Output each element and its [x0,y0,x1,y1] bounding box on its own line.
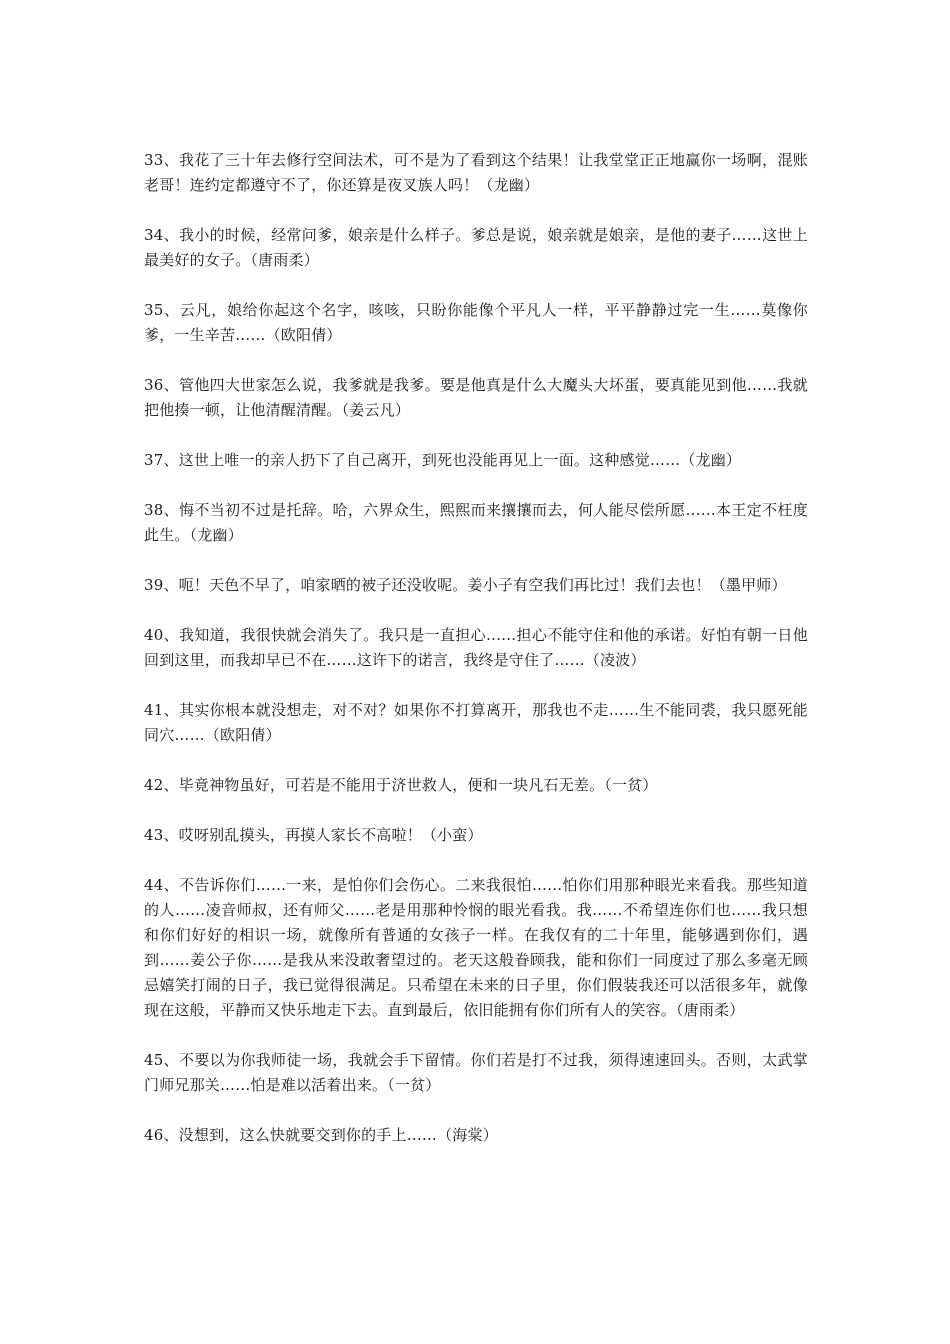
quote-paragraph: 35、云凡，娘给你起这个名字，咳咳，只盼你能像个平凡人一样，平平静静过完一生……莫像你爹，一生辛苦……（欧阳倩） [144,301,808,344]
quote-paragraph: 38、悔不当初不过是托辞。哈，六界众生，熙熙而来攘攘而去，何人能尽偿所愿……本王定不枉度此生。（龙幽） [144,501,808,544]
quote-paragraph: 33、我花了三十年去修行空间法术，可不是为了看到这个结果！让我堂堂正正地赢你一场啊，混账老哥！连约定都遵守不了，你还算是夜叉族人吗！（龙幽） [144,151,808,194]
quote-paragraph: 37、这世上唯一的亲人扔下了自己离开，到死也没能再见上一面。这种感觉……（龙幽） [144,451,742,469]
quote-paragraph: 39、呃！天色不早了，咱家晒的被子还没收呢。姜小子有空我们再比过！我们去也！（墨甲师） [144,576,787,594]
quote-paragraph: 45、不要以为你我师徒一场，我就会手下留情。你们若是打不过我，须得速速回头。否则，太武掌门师兄那关……怕是难以活着出来。（一贫） [144,1051,808,1094]
quote-paragraph: 43、哎呀别乱摸头，再摸人家长不高啦！（小蛮） [144,826,483,844]
quote-paragraph: 34、我小的时候，经常问爹，娘亲是什么样子。爹总是说，娘亲就是娘亲，是他的妻子……这世上最美好的女子。（唐雨柔） [144,226,808,269]
quote-paragraph: 44、不告诉你们……一来，是怕你们会伤心。二来我很怕……怕你们用那种眼光来看我。那些知道的人……凌音师叔，还有师父……老是用那种怜悯的眼光看我。我……不希望连你们也……我只想和你们好好的相识一场，就像所有普通的女孩子一样。在我仅有的二十年里，能够遇到你们，遇到……姜公子你……是我从来没敢奢望过的。老天这般眷顾我，能和你们一同度过了那么多毫无顾忌嬉笑打闹的日子，我已觉得很满足。只希望在未来的日子里，你们假装我还可以活很多年，就像现在这般，平静而又快乐地走下去。直到最后，依旧能拥有你们所有人的笑容。（唐雨柔） [144,876,808,1019]
quote-paragraph: 42、毕竟神物虽好，可若是不能用于济世救人，便和一块凡石无差。（一贫） [144,776,658,794]
quote-paragraph: 41、其实你根本就没想走，对不对？如果你不打算离开，那我也不走……生不能同裘，我只愿死能同穴……（欧阳倩） [144,701,808,744]
document-page [144,148,808,1173]
quote-paragraph: 40、我知道，我很快就会消失了。我只是一直担心……担心不能守住和他的承诺。好怕有朝一日他回到这里，而我却早已不在……这许下的诺言，我终是守住了……（凌波） [144,626,808,669]
quote-paragraph: 46、没想到，这么快就要交到你的手上……（海棠） [144,1126,498,1144]
quote-paragraph: 36、管他四大世家怎么说，我爹就是我爹。要是他真是什么大魔头大坏蛋，要真能见到他……我就把他揍一顿，让他清醒清醒。（姜云凡） [144,376,808,419]
